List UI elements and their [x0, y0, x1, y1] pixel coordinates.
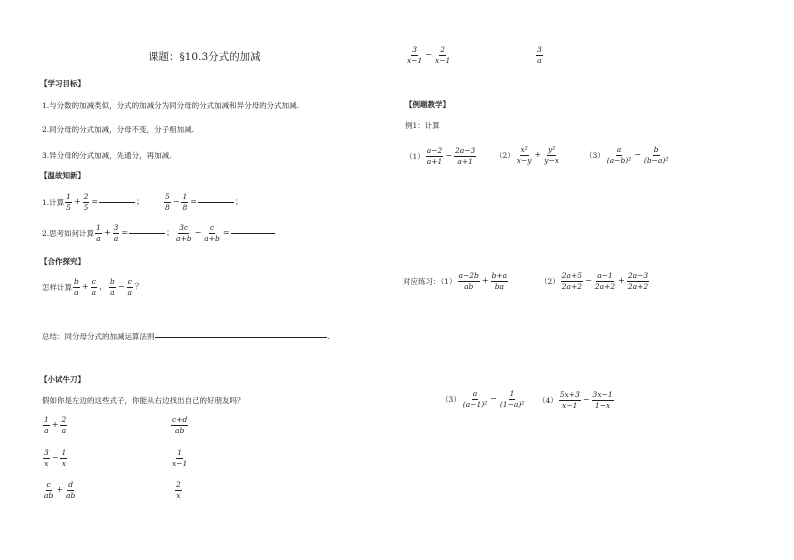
fraction	[83, 193, 90, 212]
denominator: x−1	[172, 458, 188, 468]
trial-heading: 【小试牛刀】	[40, 375, 85, 384]
operator: −	[425, 50, 432, 60]
denominator: ba	[494, 281, 504, 291]
fraction	[434, 46, 451, 65]
denominator: 1−x	[594, 400, 611, 410]
operator: ；	[234, 197, 243, 207]
numerator: 1	[177, 448, 183, 457]
answer-blank[interactable]	[99, 202, 135, 203]
numerator: 2	[61, 415, 67, 424]
denominator: 5	[83, 202, 89, 212]
fraction	[65, 481, 76, 500]
denominator: a	[91, 287, 96, 297]
operator: −	[194, 228, 202, 238]
trial-right-4	[535, 46, 544, 65]
operator: =	[91, 197, 99, 207]
numerator: 3	[412, 45, 418, 54]
numerator: a	[616, 145, 622, 154]
fraction	[592, 391, 614, 410]
example-1-3: （3） $\frac{a}{\text{(a−b)²}}$ − $\frac{b}{\text{(b−a)²}}$	[585, 145, 669, 165]
numerator: 2a−3	[627, 271, 649, 280]
trial-right-3	[174, 481, 183, 500]
answer-blank[interactable]	[129, 233, 165, 234]
trial-left-4	[405, 46, 452, 65]
fraction	[60, 449, 67, 468]
denominator: (1−a)²	[499, 399, 525, 409]
coop-question: 怎样计算 $\frac{b}{a}$ + $\frac{c}{a}$ ， $\frac{b}{a}$ − $\frac{c}{a}$ ？	[42, 277, 143, 297]
numerator: b	[74, 277, 79, 286]
denominator: a	[113, 233, 119, 243]
denominator: x	[44, 458, 49, 468]
operator: +	[534, 150, 542, 160]
fraction	[171, 449, 188, 468]
fraction	[454, 147, 476, 166]
example-1-1: （1） $\frac{a-2}{a+1}$ − $\frac{2a-3}{a+1}$	[405, 146, 476, 166]
practice-2: （2） $\frac{2a+5}{2a+2}$ − $\frac{a-1}{2a+2}$ + $\frac{2a-3}{2a+2}$	[540, 271, 649, 291]
operator: .	[327, 332, 331, 341]
fraction	[594, 272, 616, 291]
denominator: 8	[182, 202, 188, 212]
fraction	[91, 278, 97, 297]
practice-1: 对应练习：（1） $\frac{a-2b}{ab}$ + $\frac{b+a}{ba}$	[403, 271, 508, 291]
denominator: a+1	[426, 156, 443, 166]
denominator: 2a+2	[561, 281, 583, 291]
numerator: a−2b	[458, 271, 479, 280]
examples-heading: 【例题教学】	[405, 100, 450, 109]
numerator: b	[653, 145, 659, 154]
numerator: x²	[520, 145, 528, 154]
denominator: a+1	[457, 156, 473, 166]
numerator: a−1	[597, 271, 613, 280]
example-label: 例1：计算	[405, 121, 440, 130]
denominator: x−1	[407, 55, 423, 65]
operator: −	[490, 394, 497, 404]
numerator: 3c	[179, 223, 189, 232]
denominator: y−x	[544, 155, 560, 165]
fraction	[536, 46, 543, 65]
fraction	[543, 146, 560, 165]
practice-4: （4） $\frac{5x+3}{x-1}$ − $\frac{3x-1}{1-x}$	[538, 390, 613, 410]
fraction	[171, 416, 188, 435]
denominator: 5	[66, 202, 71, 212]
denominator: x−y	[516, 155, 532, 165]
numerator: 3	[44, 448, 49, 457]
fraction	[462, 390, 488, 409]
trial-left-3	[42, 481, 77, 500]
operator: +	[73, 197, 81, 207]
denominator: x	[176, 490, 181, 500]
numerator: 1	[96, 223, 101, 232]
goal-3: 3.异分母的分式加减，先通分，再加减.	[42, 151, 172, 160]
numerator: 2a−3	[455, 146, 476, 155]
fraction	[164, 193, 171, 212]
denominator: ab	[65, 490, 76, 500]
operator: −	[51, 453, 59, 463]
fraction	[175, 224, 193, 243]
denominator: a	[537, 55, 542, 65]
denominator: a	[74, 287, 79, 297]
operator: =	[121, 228, 129, 238]
denominator: a	[110, 287, 115, 297]
numerator: a	[472, 389, 478, 398]
numerator: c	[91, 277, 96, 286]
numerator: a−2	[426, 146, 443, 155]
operator: −	[582, 395, 590, 405]
numerator: 1	[509, 389, 515, 398]
fraction	[499, 390, 525, 409]
q1-prefix: 1.计算	[42, 197, 65, 207]
numerator: b+a	[491, 271, 508, 280]
operator: ，	[99, 282, 107, 292]
practice-3: （3） $\frac{a}{\text{(a−1)²}}$ − $\frac{1}{\text{(1−a)²}}$	[441, 389, 525, 409]
denominator: (b−a)²	[643, 155, 669, 165]
operator: −	[634, 150, 641, 160]
fraction	[561, 272, 583, 291]
numerator: c	[127, 277, 132, 286]
denominator: a	[61, 425, 67, 435]
operator: ？	[135, 282, 143, 292]
denominator: x−1	[435, 55, 451, 65]
answer-blank[interactable]	[231, 233, 275, 234]
review-heading: 【温故知新】	[40, 171, 85, 180]
denominator: (a−b)²	[606, 155, 632, 165]
numerator: y²	[548, 145, 556, 154]
numerator: 3x−1	[592, 390, 613, 399]
denominator: a+b	[176, 233, 192, 243]
numerator: 1	[61, 448, 67, 457]
trial-left-1	[42, 416, 68, 435]
denominator: ab	[175, 425, 185, 435]
fraction	[606, 146, 632, 165]
denominator: 2a+2	[627, 281, 649, 291]
denominator: a	[44, 425, 49, 435]
operator: −	[117, 282, 125, 292]
denominator: ab	[44, 490, 54, 500]
goal-2: 2.同分母的分式加减，分母不变，分子相加减.	[42, 125, 195, 134]
fraction	[458, 272, 480, 291]
goals-heading: 【学习目标】	[40, 79, 85, 88]
operator: +	[56, 485, 63, 495]
operator: ；	[166, 228, 175, 238]
trial-left-2	[42, 449, 68, 468]
numerator: 2a+5	[561, 271, 583, 280]
trial-prompt: 假如你是左边的这些式子，你能从右边找出自己的好朋友吗？	[42, 396, 245, 405]
fraction	[643, 146, 669, 165]
operator: +	[103, 228, 111, 238]
numerator: 2	[176, 480, 181, 489]
denominator: x	[61, 458, 66, 468]
answer-blank[interactable]	[198, 202, 234, 203]
review-q1	[42, 193, 145, 212]
numerator: c	[46, 480, 51, 489]
review-q2	[42, 224, 175, 243]
operator: =	[222, 228, 230, 238]
fraction	[491, 272, 509, 291]
denominator: x−1	[562, 400, 578, 410]
summary-blank[interactable]	[155, 337, 327, 338]
denominator: a	[127, 287, 132, 297]
operator: −	[172, 197, 180, 207]
coop-summary: 总结：同分母分式的加减运算法则 .	[42, 332, 331, 342]
fraction	[175, 481, 182, 500]
page-title: 课题：§10.3分式的加减	[148, 51, 261, 63]
denominator: 2a+2	[594, 281, 616, 291]
trial-right-1	[170, 416, 189, 435]
operator: −	[445, 151, 453, 161]
numerator: 1	[66, 192, 71, 201]
numerator: 3	[113, 223, 119, 232]
trial-right-2	[170, 449, 189, 468]
fraction	[65, 193, 72, 212]
numerator: b	[110, 277, 115, 286]
review-q2b	[174, 224, 275, 243]
fraction	[73, 278, 80, 297]
fraction	[60, 416, 67, 435]
fraction	[127, 278, 133, 297]
operator: ；	[136, 197, 145, 207]
operator: =	[190, 197, 197, 207]
denominator: (a−1)²	[462, 399, 488, 409]
numerator: 1	[44, 415, 49, 424]
denominator: a	[96, 233, 101, 243]
numerator: 2	[83, 192, 89, 201]
fraction	[43, 416, 50, 435]
numerator: 5	[165, 192, 170, 201]
fraction	[406, 46, 423, 65]
example-1-2: （2） $\frac{\text{x²}}{x-y}$ + $\frac{\text{y²}}{y-x}$	[495, 145, 560, 165]
operator: +	[481, 276, 489, 286]
fraction	[627, 272, 649, 291]
operator: +	[81, 282, 89, 292]
numerator: 5x+3	[559, 390, 580, 399]
operator: +	[51, 420, 59, 430]
q2-prefix: 2.思考如何计算	[42, 228, 95, 238]
denominator: 8	[165, 202, 170, 212]
fraction	[109, 278, 116, 297]
numerator: 2	[440, 45, 446, 54]
coop-heading: 【合作探究】	[40, 257, 85, 266]
fraction	[181, 193, 188, 212]
fraction	[95, 224, 102, 243]
review-q1b	[163, 193, 244, 212]
fraction	[203, 224, 221, 243]
denominator: ab	[464, 281, 474, 291]
fraction	[516, 146, 533, 165]
operator: +	[618, 276, 625, 286]
denominator: a+b	[204, 233, 220, 243]
fraction	[426, 147, 444, 166]
numerator: c+d	[172, 415, 188, 424]
numerator: c	[209, 223, 215, 232]
fraction	[43, 449, 50, 468]
goal-1: 1.与分数的加减类似，分式的加减分为同分母的分式加减和异分母的分式加减.	[42, 101, 300, 110]
numerator: 1	[182, 192, 188, 201]
operator: −	[585, 276, 592, 286]
numerator: d	[68, 480, 74, 489]
fraction	[559, 391, 581, 410]
numerator: 3	[537, 45, 542, 54]
fraction	[43, 481, 54, 500]
fraction	[113, 224, 120, 243]
